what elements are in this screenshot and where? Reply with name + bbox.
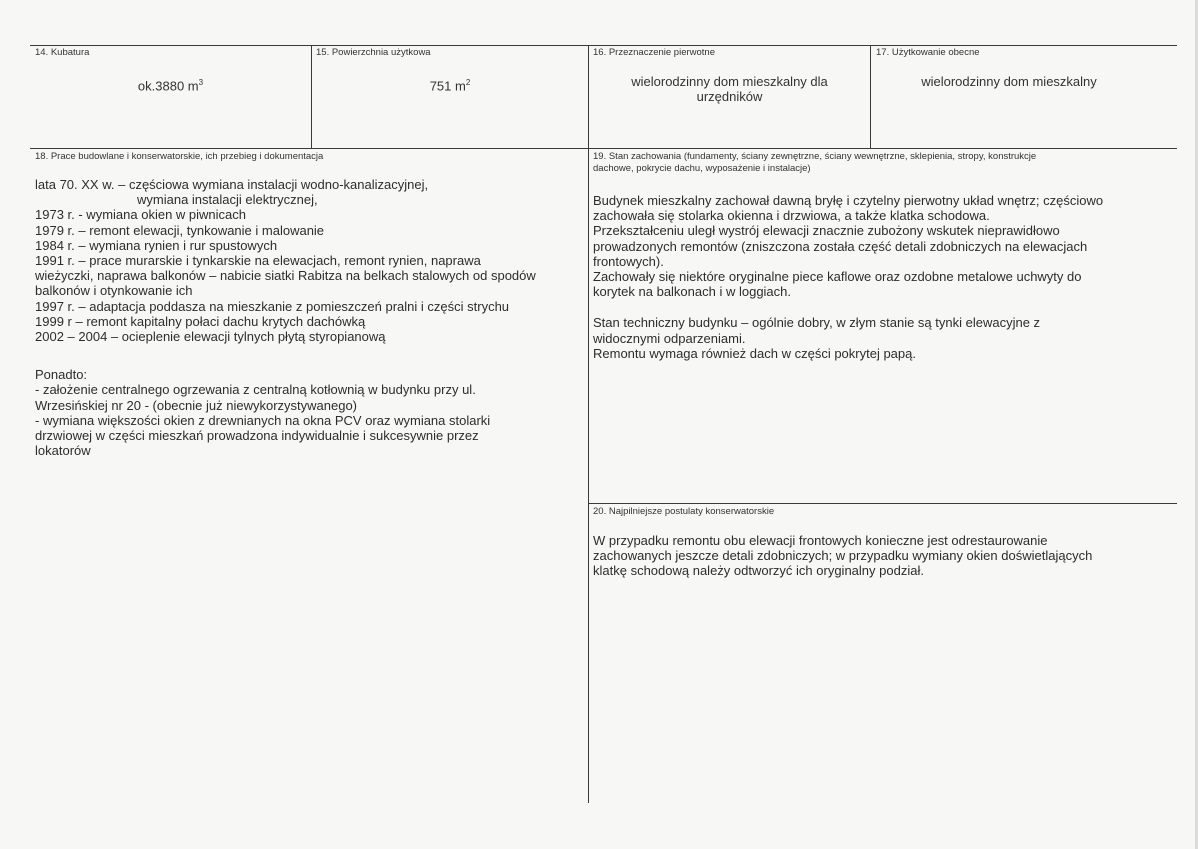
stan-para1-line-6: korytek na balkonach i w loggiach. bbox=[593, 284, 792, 300]
przeznaczenie-label: 16. Przeznaczenie pierwotne bbox=[593, 47, 715, 58]
ponadto-line-1: Wrzesińskiej nr 20 - (obecnie już niewykorzystywanego) bbox=[35, 397, 357, 413]
stan-para1-line-4: frontowych). bbox=[593, 253, 664, 269]
col-divider-3 bbox=[870, 45, 871, 149]
stan-label bbox=[593, 151, 1036, 175]
prace-line-10: 2002 – 2004 – ocieplenie elewacji tylnych płytą styropianową bbox=[35, 329, 386, 345]
uzytkowanie-label: 17. Użytkowanie obecne bbox=[876, 47, 980, 58]
postulaty-body bbox=[593, 533, 1173, 579]
prace-line-4: 1984 r. – wymiana rynien i rur spustowych bbox=[35, 237, 278, 253]
ponadto-line-0: - założenie centralnego ogrzewania z centralną kotłownią w budynku przy ul. bbox=[35, 382, 476, 398]
kubatura-label: 14. Kubatura bbox=[35, 47, 90, 58]
prace-line-5: 1991 r. – prace murarskie i tynkarskie na elewacjach, remont rynien, naprawa bbox=[35, 253, 481, 269]
postulaty-label: 20. Najpilniejsze postulaty konserwatorskie bbox=[593, 506, 775, 517]
stan-para1-line-2: Przekształceniu uległ wystrój elewacji znacznie zubożony wskutek nieprawidłowo bbox=[593, 223, 1060, 239]
ponadto-line-3: drzwiowej w części mieszkań prowadzona indywidualnie i sukcesywnie przez bbox=[35, 428, 479, 444]
row2-top-border bbox=[30, 148, 1177, 149]
prace-line-1: wymiana instalacji elektrycznej, bbox=[137, 192, 318, 208]
postulaty-line-1: zachowanych jeszcze detali zdobniczych; w przypadku wymiany okien doświetlających bbox=[593, 548, 1093, 564]
stan-label-line2: dachowe, pokrycie dachu, wyposażenie i instalacje) bbox=[593, 163, 811, 174]
prace-line-6: wieżyczki, naprawa balkonów – nabicie siatki Rabitza na belkach stalowych od spodów bbox=[35, 268, 536, 284]
kubatura-unit-exponent: 3 bbox=[198, 78, 204, 87]
przeznaczenie-value bbox=[589, 74, 870, 104]
prace-line-3: 1979 r. – remont elewacji, tynkowanie i malowanie bbox=[35, 222, 325, 238]
powierzchnia-label: 15. Powierzchnia użytkowa bbox=[316, 47, 431, 58]
stan-para2-line-1: widocznymi odparzeniami. bbox=[593, 330, 746, 346]
stan-para2-line-2: Remontu wymaga również dach w części pokrytej papą. bbox=[593, 345, 916, 361]
postulaty-line-0: W przypadku remontu obu elewacji frontowych konieczne jest odrestaurowanie bbox=[593, 533, 1048, 548]
prace-body bbox=[35, 177, 585, 458]
prace-line-0: lata 70. XX w. – częściowa wymiana instalacji wodno-kanalizacyjnej, bbox=[35, 177, 429, 192]
row1-top-border bbox=[30, 45, 1177, 46]
col-divider-2 bbox=[588, 45, 589, 803]
stan-para2-line-0: Stan techniczny budynku – ogólnie dobry, w złym stanie są tynki elewacyjne z bbox=[593, 315, 1041, 331]
prace-label: 18. Prace budowlane i konserwatorskie, ich przebieg i dokumentacja bbox=[35, 151, 324, 162]
section20-top-border bbox=[588, 503, 1177, 504]
ponadto-line-2: - wymiana większości okien z drewnianych na okna PCV oraz wymiana stolarki bbox=[35, 412, 491, 428]
prace-line-2: 1973 r. - wymiana okien w piwnicach bbox=[35, 207, 246, 223]
ponadto-line-4: lokatorów bbox=[35, 443, 91, 459]
uzytkowanie-value: wielorodzinny dom mieszkalny bbox=[921, 74, 1097, 89]
kubatura-number: ok.3880 m bbox=[137, 78, 199, 94]
stan-para1-line-3: prowadzonych remontów (zniszczona została część detali zdobniczych na elewacjach bbox=[593, 238, 1088, 254]
powierzchnia-number: 751 m bbox=[429, 78, 466, 94]
stan-body bbox=[593, 193, 1173, 361]
postulaty-line-2: klatkę schodową należy odtworzyć ich oryginalny podział. bbox=[593, 563, 924, 579]
stan-para1-line-1: zachowała się stolarka okienna i drzwiowa, a także klatka schodowa. bbox=[593, 208, 990, 224]
stan-label-line1: 19. Stan zachowania (fundamenty, ściany zewnętrzne, ściany wewnętrzne, sklepienia, stropy, konstrukcje bbox=[593, 151, 1037, 162]
prace-line-7: balkonów i otynkowanie ich bbox=[35, 283, 193, 299]
przeznaczenie-value-line2: urzędników bbox=[696, 89, 763, 104]
stan-para1-line-5: Zachowały się niektóre oryginalne piece kaflowe oraz ozdobne metalowe uchwyty do bbox=[593, 269, 1082, 285]
przeznaczenie-value-line1: wielorodzinny dom mieszkalny dla bbox=[631, 74, 828, 89]
prace-line-9: 1999 r – remont kapitalny połaci dachu krytych dachówką bbox=[35, 313, 366, 329]
stan-para1-line-0: Budynek mieszkalny zachował dawną bryłę i czytelny pierwotny układ wnętrz; częściowo bbox=[593, 193, 1104, 208]
col-divider-1 bbox=[311, 45, 312, 149]
powierzchnia-unit-exponent: 2 bbox=[465, 78, 471, 87]
powierzchnia-value bbox=[312, 78, 588, 93]
kubatura-value bbox=[30, 78, 311, 93]
prace-line-8: 1997 r. – adaptacja poddasza na mieszkanie z pomieszczeń pralni i części strychu bbox=[35, 298, 510, 314]
ponadto-title: Ponadto: bbox=[35, 367, 88, 383]
